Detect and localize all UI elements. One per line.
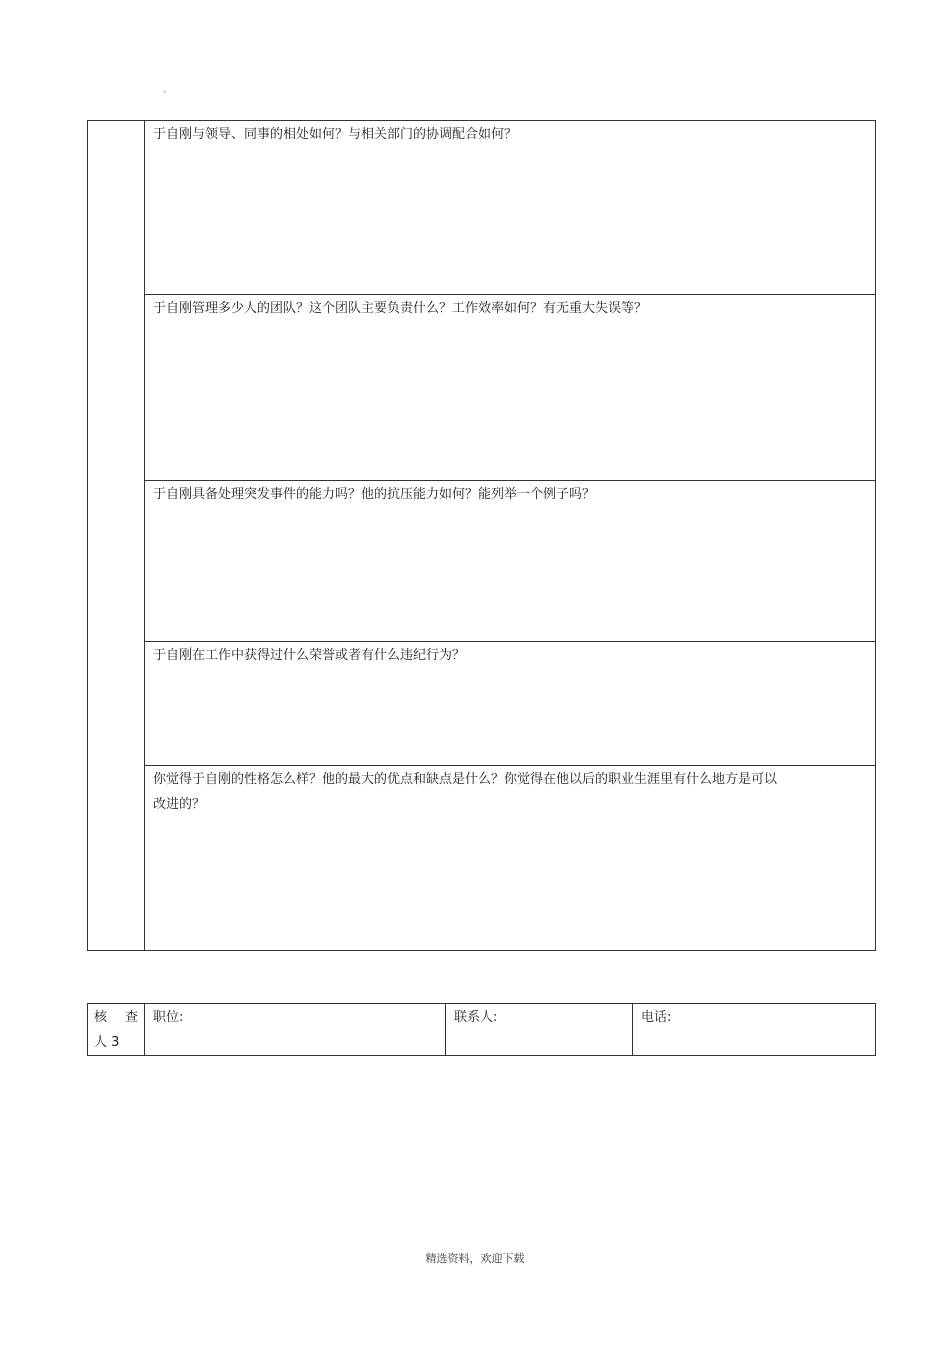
contact-person-label: 联系人: [454,1010,498,1025]
label-char-1: 核 [94,1010,108,1025]
question-text: 于自刚在工作中获得过什么荣誉或者有什么违纪行为？ [153,648,466,663]
contact-row [88,1004,876,1056]
header-mark: 。 [163,85,173,95]
position-label: 职位: [153,1010,184,1025]
question-text: 于自刚与领导、同事的相处如何？与相关部门的协调配合如何？ [153,127,518,142]
label-line-2: 人 3 [94,1035,120,1050]
question-text: 于自刚管理多少人的团队？这个团队主要负责什么？工作效率如何？有无重大失误等？ [153,301,648,316]
question-row [88,295,876,481]
page-footer: 精选资料，欢迎下载 [425,1252,525,1265]
reference-contact-table [87,1003,876,1056]
phone-field[interactable] [633,1004,876,1056]
question-text: 你觉得于自刚的性格怎么样？他的最大的优点和缺点是什么？你觉得在他以后的职业生涯里有什么地方是可以改进的？ [153,772,778,812]
label-char-2: 查 [124,1010,138,1025]
question-cell-5[interactable] [145,766,876,951]
question-row [88,766,876,951]
reference-label [88,1004,145,1056]
question-text: 于自刚具备处理突发事件的能力吗？他的抗压能力如何？能列举一个例子吗？ [153,487,596,502]
question-row [88,121,876,295]
question-cell-4[interactable] [145,642,876,766]
reference-check-questions-table [87,120,876,951]
phone-label: 电话: [641,1010,672,1025]
question-cell-1[interactable] [145,121,876,295]
blank-left-column [88,121,145,951]
question-row [88,481,876,642]
question-cell-2[interactable] [145,295,876,481]
position-field[interactable] [145,1004,446,1056]
contact-person-field[interactable] [446,1004,633,1056]
question-cell-3[interactable] [145,481,876,642]
question-row [88,642,876,766]
